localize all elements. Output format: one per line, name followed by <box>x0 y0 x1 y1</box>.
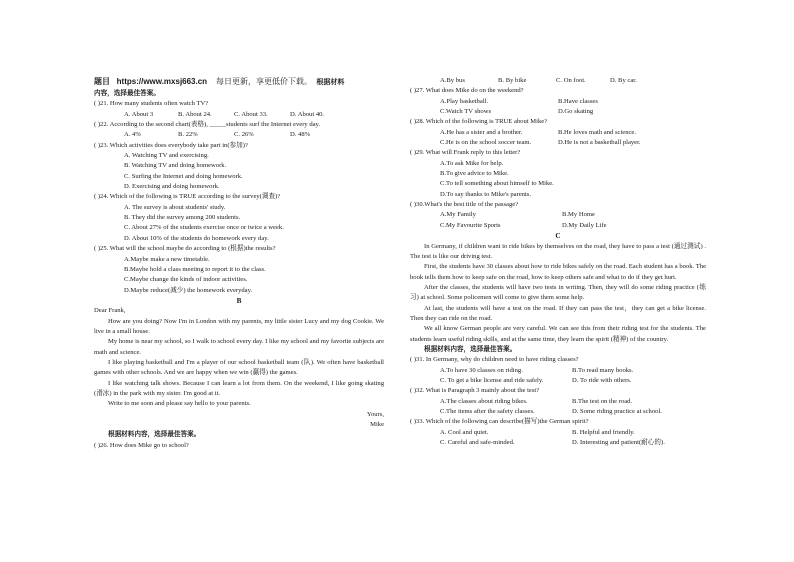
site-slogan: 每日更新，享更低价下载。 <box>215 77 312 86</box>
option-a[interactable]: A.To have 30 classes on riding. <box>440 366 523 374</box>
option-d[interactable]: D. About 10% of the students do homework every day. <box>124 234 269 242</box>
question-26-options <box>410 76 706 86</box>
option-b[interactable]: B.To give advice to Mike. <box>440 170 509 178</box>
option-b[interactable]: B. About 24. <box>178 110 212 118</box>
option-d[interactable]: D. About 40. <box>290 110 325 118</box>
question-22-options <box>94 130 384 140</box>
instruction-part1: 根据材料 <box>316 79 345 86</box>
passage-paragraph: First, the students have 30 classes about how to ride bikes safely on the road. Each student has a book. The book tells them how to keep safe on the road, how to keep others safe and what to do if they get hurt. <box>410 263 706 281</box>
option-a[interactable]: A. 4% <box>124 131 141 139</box>
option-a[interactable]: A.To ask Mike for help. <box>440 159 504 167</box>
option-a[interactable]: A. Cool and quiet. <box>440 428 489 436</box>
passage-paragraph: In Germany, if children want to ride bikes by themselves on the road, they have to pass a test (通过测试) . The test is like our driving test. <box>410 242 706 260</box>
option-b[interactable]: B.Maybe hold a class meeting to report it to the class. <box>124 265 266 273</box>
option-d[interactable]: D.Maybe reduce(减少) the homework everyday. <box>124 286 253 294</box>
letter-paragraph: I like watching talk shows. Because I can learn a lot from them. On the weekend, I like going skating (滑冰) in the park with my sister. I'm good at it. <box>94 379 384 397</box>
option-a[interactable]: A.The classes about riding bikes. <box>440 397 528 405</box>
page-header <box>94 76 384 89</box>
right-column <box>410 76 706 448</box>
option-a[interactable]: A. About 3 <box>124 110 154 118</box>
option-c[interactable]: C. Careful and safe-minded. <box>440 439 515 447</box>
letter-paragraph: Write to me soon and please say hello to your parents. <box>108 400 251 408</box>
option-b[interactable]: B.My Home <box>562 211 595 219</box>
option-c[interactable]: C.He is on the school soccer team. <box>440 139 532 147</box>
instruction-2: 根据材料内容，选择最佳答案。 <box>108 431 201 439</box>
question-30: ( )30.What's the best title of the passage? <box>410 201 519 209</box>
question-28-options-row1 <box>410 128 706 138</box>
option-c[interactable]: C.Watch TV shows <box>440 108 492 116</box>
option-c[interactable]: C.Maybe change the kinds of indoor activities. <box>124 276 248 284</box>
section-b-heading: B <box>236 296 242 305</box>
option-a[interactable]: A.Play basketball. <box>440 97 489 105</box>
instruction-3: 根据材料内容，选择最佳答案。 <box>424 345 517 353</box>
option-a[interactable]: A.My Family <box>440 211 476 219</box>
option-a[interactable]: A.Maybe make a new timetable. <box>124 255 210 263</box>
question-32-options-row1 <box>410 397 706 407</box>
option-d[interactable]: D. 48% <box>290 131 311 139</box>
question-25: ( )25. What will the school maybe do according to (根据)the results? <box>94 245 276 253</box>
option-b[interactable]: B. They did the survey among 200 students. <box>124 214 241 222</box>
question-28: ( )28. Which of the following is TRUE about Mike? <box>410 118 548 126</box>
option-d[interactable]: D. Exercising and doing homework. <box>124 183 220 191</box>
site-url[interactable]: https://www.mxsj663.cn <box>116 77 208 86</box>
passage-paragraph: We all know German people are very careful. We can see this from their riding test for the students. The students learn useful riding skills, and at the same time, they learn the spirit (精神) of the country. <box>410 325 706 343</box>
passage-paragraph: After the classes, the students will have two tests in writing. Then, they will do some riding practice (练习) at school. Some policemen will come to give them some help. <box>410 283 706 302</box>
option-a[interactable]: A. The survey is about students' study. <box>124 203 226 211</box>
option-b[interactable]: B. Watching TV and doing homework. <box>124 162 227 170</box>
option-a[interactable]: A.By bus <box>440 77 465 84</box>
option-a[interactable]: A. Watching TV and exercising. <box>124 152 209 160</box>
option-b[interactable]: B.He loves math and science. <box>558 128 637 136</box>
section-c-heading: C <box>555 232 561 241</box>
letter-paragraph: My home is near my school, so I walk to school every day. I like my school and my favorite subjects are math and science. <box>94 338 384 356</box>
option-b[interactable]: B.The test on the road. <box>572 397 633 405</box>
question-24: ( )24. Which of the following is TRUE according to the survey(调查)? <box>94 193 281 201</box>
question-31-options-row1 <box>410 366 706 376</box>
option-d[interactable]: D.Go skating <box>558 108 594 116</box>
question-32: ( )32. What is Paragraph 3 mainly about the test? <box>410 387 540 395</box>
question-33-options-row2 <box>410 438 706 448</box>
option-c[interactable]: C.My Favourite Sports <box>440 221 501 229</box>
letter-paragraph: How are you doing? Now I'm in London with my parents, my little sister Lucy and my dog Cookie. We live in a small house. <box>94 317 384 335</box>
option-b[interactable]: B. By bike <box>498 77 527 84</box>
option-d[interactable]: D. To ride with others. <box>572 376 632 384</box>
question-26: ( )26. How does Mike go to school? <box>94 441 189 449</box>
question-23: ( )23. Which activities does everybody take part in(参加)? <box>94 141 248 149</box>
question-28-options-row2 <box>410 138 706 148</box>
question-29: ( )29. What will Frank reply to this letter? <box>410 149 521 157</box>
left-column <box>94 76 384 451</box>
letter-paragraph: I like playing basketball and I'm a player of our school basketball team (队). We often have basketball games with other schools. And we are happy when we win (赢得) the games. <box>94 358 384 377</box>
question-27-options-row2 <box>410 107 706 117</box>
option-c[interactable]: C. On foot. <box>556 77 586 84</box>
question-21: ( )21. How many students often watch TV? <box>94 100 209 108</box>
option-c[interactable]: C. Surfing the Internet and doing homework. <box>124 172 243 180</box>
option-b[interactable]: B.Have classes <box>558 97 598 105</box>
instruction-part2: 内容，选择最佳答案。 <box>94 90 160 97</box>
question-33-options-row1 <box>410 428 706 438</box>
option-b[interactable]: B.To read many books. <box>572 366 634 374</box>
question-30-options-row2 <box>410 221 706 231</box>
option-c[interactable]: C. To get a bike license and ride safely. <box>440 376 544 384</box>
letter-greeting: Dear Frank, <box>94 307 126 315</box>
option-d[interactable]: D. By car. <box>610 77 637 84</box>
question-31-options-row2 <box>410 376 706 386</box>
option-c[interactable]: C. 26% <box>234 131 254 139</box>
option-b[interactable]: B. 22% <box>178 131 198 139</box>
option-b[interactable]: B. Helpful and friendly. <box>572 428 635 436</box>
question-31: ( )31. In Germany, why do children need to have riding classes? <box>410 356 579 364</box>
question-32-options-row2 <box>410 407 706 417</box>
option-d[interactable]: D.My Daily Life <box>562 221 607 229</box>
option-d[interactable]: D.He is not a basketball player. <box>558 139 641 147</box>
question-22: ( )22. According to the second chart(表格), _____students surf the Internet every day. <box>94 121 321 129</box>
option-d[interactable]: D. Interesting and patient(耐心的). <box>572 439 665 447</box>
question-21-options <box>94 110 384 120</box>
option-a[interactable]: A.He has a sister and a brother. <box>440 128 523 136</box>
question-33: ( )33. Which of the following can describe(描写)the German spirit? <box>410 418 589 426</box>
option-c[interactable]: C. About 27% of the students exercise once or twice a week. <box>124 224 284 232</box>
site-label: 题目 <box>94 77 110 86</box>
option-d[interactable]: D. Some riding practice at school. <box>572 408 662 415</box>
question-30-options-row1 <box>410 210 706 220</box>
question-27: ( )27. What does Mike do on the weekend? <box>410 87 524 95</box>
option-d[interactable]: D.To say thanks to Mike's parents. <box>440 190 532 198</box>
letter-closing: Yours, <box>366 410 384 418</box>
letter-signature: Mike <box>370 421 384 428</box>
option-c[interactable]: C.The items after the safety classes. <box>440 408 535 415</box>
question-27-options-row1 <box>410 97 706 107</box>
passage-paragraph: At last, the students will have a test on the road. If they can pass the test，they can get a bike license. Then they can ride on the road. <box>410 304 706 322</box>
option-c[interactable]: C. About 33. <box>234 110 268 118</box>
option-c[interactable]: C.To tell something about himself to Mike. <box>440 180 554 188</box>
